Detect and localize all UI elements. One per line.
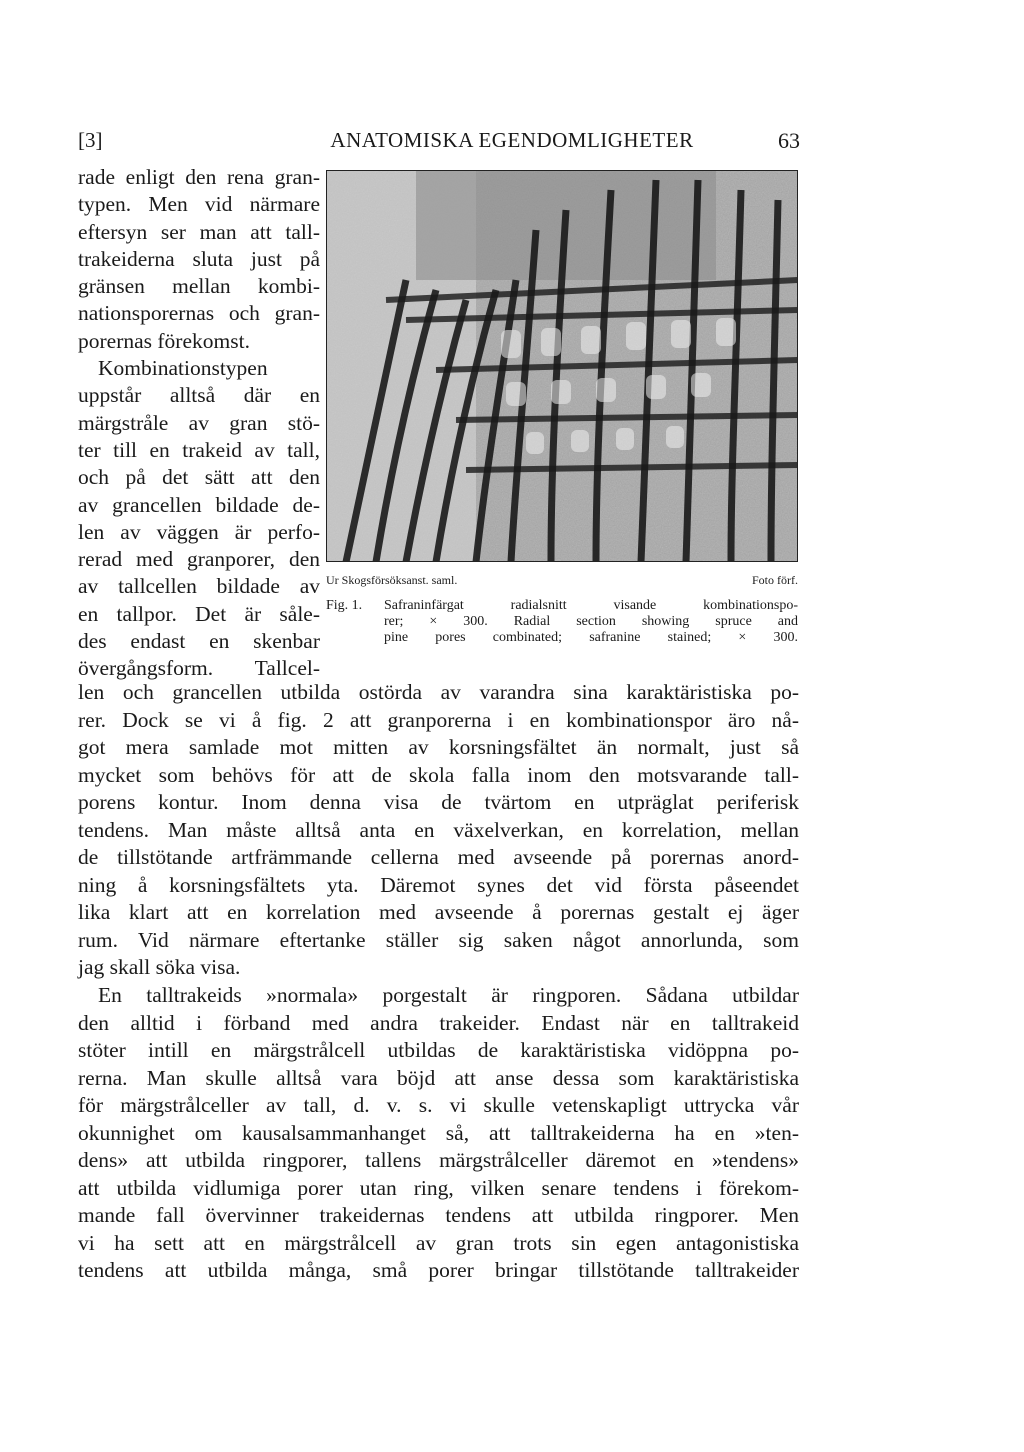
text-line: rade enligt den rena gran- xyxy=(78,165,320,189)
running-title: ANATOMISKA EGENDOMLIGHETER xyxy=(330,128,694,152)
text-line: rer. Dock se vi å fig. 2 att granporerna i en kombinationspor äro nå- xyxy=(78,707,799,732)
caption-line: pine pores combinated; safranine stained; × 300. xyxy=(384,630,798,645)
source-credit: Ur Skogsförsöksanst. saml. xyxy=(326,573,458,587)
text-line: vi ha sett att en märgstrålcell av gran trots sin egen antagonistiska xyxy=(78,1230,799,1255)
text-line: för märgstrålceller av tall, d. v. s. vi skulle vetenskapligt uttrycka vår xyxy=(78,1093,799,1118)
text-line: mande fall övervinner trakeidernas tendens att utbilda ringporer. Men xyxy=(78,1203,799,1228)
text-line: märgstråle av gran stö- xyxy=(78,410,320,435)
text-line: En talltrakeids »normala» porgestalt är ringporen. Sådana utbildar xyxy=(98,983,799,1008)
text-line: dens» att utbilda ringporer, tallens märgstrålceller däremot en »tendens» xyxy=(78,1148,799,1173)
caption-label: Fig. 1. xyxy=(326,598,363,613)
text-line: gränsen mellan kombi- xyxy=(78,274,320,299)
text-line: Kombinationstypen xyxy=(98,356,268,381)
photo-credit: Foto förf. xyxy=(752,573,798,587)
text-line: len av väggen är perfo- xyxy=(78,519,320,544)
text-line: uppstår alltså där en xyxy=(78,383,320,408)
text-line: att utbilda vidlumiga porer utan ring, vilken senare tendens i förekom- xyxy=(78,1175,799,1200)
text-line: tendens att utbilda många, små porer bringar tillstötande talltrakeider xyxy=(78,1258,799,1283)
caption-text xyxy=(384,598,798,646)
page-number: [3] xyxy=(78,128,103,152)
text-line: des endast en skenbar xyxy=(78,629,320,654)
text-line: lika klart att en korrelation med avseende å porernas gestalt ej äger xyxy=(78,900,799,925)
text-line: porernas förekomst. xyxy=(78,328,250,353)
text-line: stöter intill en märgstrålcell utbildas de karaktäristiska vidöppna po- xyxy=(78,1038,799,1063)
figure-1 xyxy=(326,170,798,646)
text-line: ning å korsningsfältets yta. Däremot synes det vid första påseendet xyxy=(78,872,799,897)
caption-line: rer; × 300. Radial section showing spruce and xyxy=(384,614,798,629)
text-line: de tillstötande artfrämmande cellerna med avseende på porernas anord- xyxy=(78,845,799,870)
text-line: mycket som behövs för att de skola falla inom den motsvarande tall- xyxy=(78,762,799,787)
text-line: av tallcellen bildade av xyxy=(78,574,320,599)
micrograph-photo xyxy=(326,170,798,562)
text-line: den alltid i förband med andra trakeider. Endast när en talltrakeid xyxy=(78,1010,799,1035)
text-line: jag skall söka visa. xyxy=(78,955,241,980)
text-line: rerad med granporer, den xyxy=(78,547,320,572)
text-line: trakeiderna sluta just på xyxy=(78,246,320,271)
left-column-text xyxy=(78,164,320,683)
text-line: eftersyn ser man att tall- xyxy=(78,219,320,244)
caption-line: Safraninfärgat radialsnitt visande kombinationspo- xyxy=(384,598,798,613)
figure-caption xyxy=(326,598,798,646)
text-line: got mera samlade mot mitten av korsningsfältet än normalt, just så xyxy=(78,735,799,760)
text-line: len och grancellen utbilda ostörda av varandra sina karaktäristiska po- xyxy=(78,680,799,704)
text-line: ter till en trakeid av tall, xyxy=(78,437,320,462)
text-line: rerna. Man skulle alltså vara böjd att anse dessa som karaktäristiska xyxy=(78,1065,799,1090)
text-line: okunnighet om kausalsammanhanget så, att talltrakeiderna ha en »ten- xyxy=(78,1120,799,1145)
photo-credits xyxy=(326,573,798,588)
text-line: av grancellen bildade de- xyxy=(78,492,320,517)
text-line: nationsporernas och gran- xyxy=(78,301,320,326)
body-text xyxy=(78,679,799,1285)
folio: 63 xyxy=(778,128,800,153)
text-line: rum. Vid närmare eftertanke ställer sig saken något annorlunda, som xyxy=(78,927,799,952)
text-line: och på det sätt att den xyxy=(78,465,320,490)
text-line: porens kontur. Inom denna visa de tvärtom en utpräglat periferisk xyxy=(78,790,799,815)
text-line: typen. Men vid närmare xyxy=(78,192,320,217)
text-line: en tallpor. Det är såle- xyxy=(78,601,320,626)
text-line: tendens. Man måste alltså anta en växelverkan, en korrelation, mellan xyxy=(78,817,799,842)
text-line: övergångsform. Tallcel- xyxy=(78,656,320,681)
